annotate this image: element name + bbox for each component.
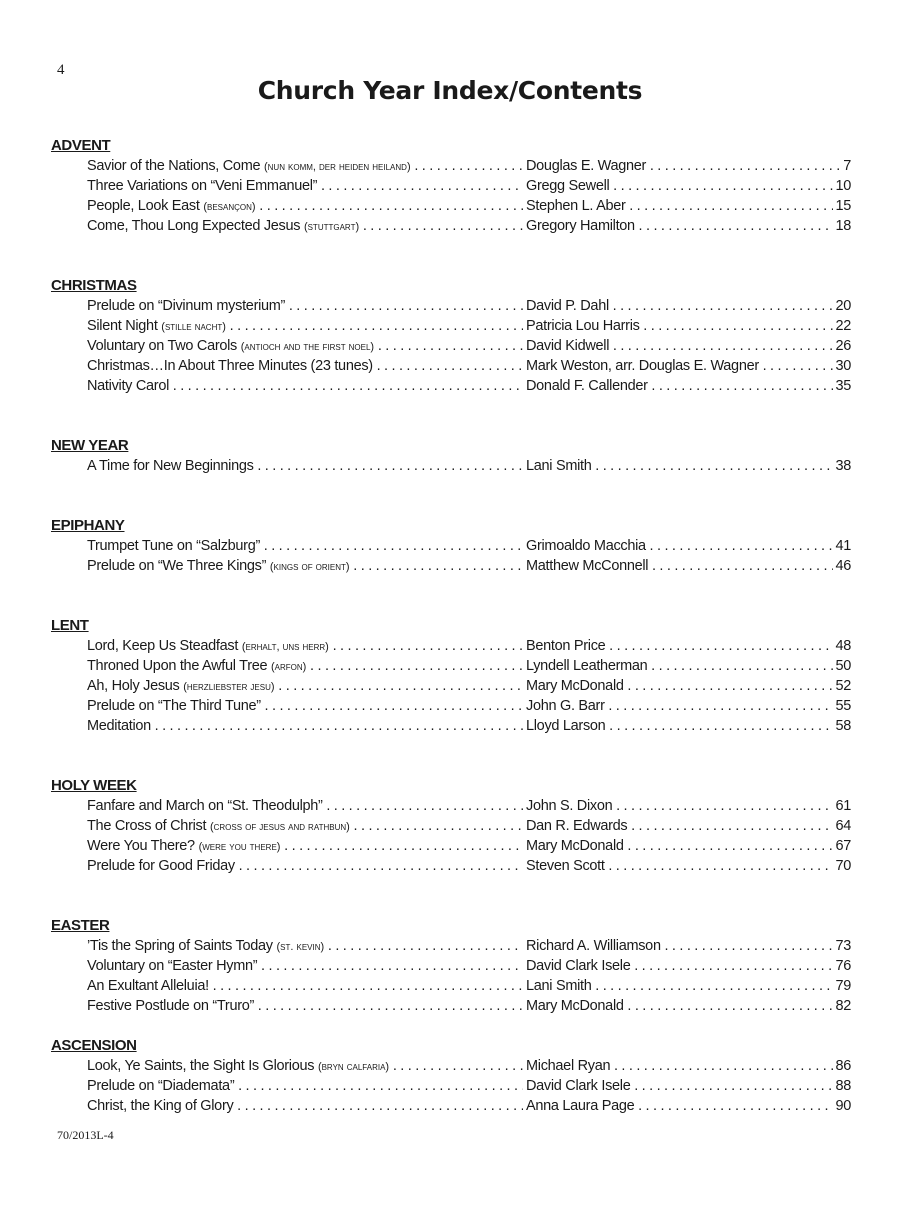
entry-composer: Mark Weston, arr. Douglas E. Wagner — [526, 358, 759, 374]
entry-composer: Grimoaldo Macchia — [526, 538, 646, 554]
toc-entry[interactable] — [51, 676, 851, 696]
page-number: 4 — [57, 62, 65, 78]
tune-name: (herzliebster jesu) — [183, 681, 275, 693]
entry-composer: Richard A. Williamson — [526, 938, 661, 954]
toc-entry[interactable] — [51, 156, 851, 176]
entry-title: Prelude on “Diademata” — [87, 1078, 235, 1094]
entry-page: 88 — [835, 1078, 851, 1094]
section-holy-week — [51, 776, 851, 876]
entry-composer: Lyndell Leatherman — [526, 658, 648, 674]
tune-name: (stille nacht) — [161, 321, 226, 333]
toc-entry[interactable] — [51, 956, 851, 976]
toc-entry[interactable] — [51, 636, 851, 656]
entry-composer: Michael Ryan — [526, 1058, 611, 1074]
entry-title: Meditation — [87, 718, 151, 734]
toc-entry[interactable] — [51, 196, 851, 216]
tune-name: (were you there) — [198, 841, 281, 853]
entry-page: 70 — [835, 858, 851, 874]
section-lent — [51, 616, 851, 736]
page-title: Church Year Index/Contents — [257, 76, 643, 105]
entry-composer: Gregory Hamilton — [526, 218, 635, 234]
toc-entry[interactable] — [51, 1056, 851, 1076]
toc-entry[interactable] — [51, 536, 851, 556]
entry-title: Prelude on “The Third Tune” — [87, 698, 261, 714]
toc-entry[interactable] — [51, 976, 851, 996]
entry-page: 20 — [835, 298, 851, 314]
toc-entry[interactable] — [51, 316, 851, 336]
entry-composer: Douglas E. Wagner — [526, 158, 647, 174]
toc-entry[interactable] — [51, 716, 851, 736]
entry-page: 76 — [835, 958, 851, 974]
tune-name: (kings of orient) — [269, 561, 350, 573]
entry-title: Prelude for Good Friday — [87, 858, 235, 874]
entry-composer: John G. Barr — [526, 698, 605, 714]
entry-composer: Mary McDonald — [526, 678, 624, 694]
entry-title: Silent Night — [87, 318, 158, 334]
entry-title: A Time for New Beginnings — [87, 458, 254, 474]
tune-name: (bryn calfaria) — [317, 1061, 390, 1073]
toc-entry[interactable] — [51, 1096, 851, 1116]
toc-entry[interactable] — [51, 356, 851, 376]
entry-composer: Steven Scott — [526, 858, 605, 874]
entry-page: 26 — [835, 338, 851, 354]
toc-entry[interactable] — [51, 296, 851, 316]
entry-title: Christmas…In About Three Minutes (23 tunes) — [87, 358, 373, 374]
entry-page: 64 — [835, 818, 851, 834]
tune-name: (stuttgart) — [303, 221, 360, 233]
entry-composer: David Clark Isele — [526, 958, 631, 974]
section-heading: EASTER — [51, 917, 110, 934]
toc-entry[interactable] — [51, 656, 851, 676]
toc-entry[interactable] — [51, 936, 851, 956]
entry-composer: Anna Laura Page — [526, 1098, 635, 1114]
entry-title: Trumpet Tune on “Salzburg” — [87, 538, 260, 554]
entry-composer: Donald F. Callender — [526, 378, 648, 394]
entry-title: Christ, the King of Glory — [87, 1098, 234, 1114]
section-epiphany — [51, 516, 851, 576]
entry-page: 52 — [835, 678, 851, 694]
entry-title: Look, Ye Saints, the Sight Is Glorious — [87, 1058, 315, 1074]
entry-composer: Lloyd Larson — [526, 718, 606, 734]
section-new-year — [51, 436, 851, 476]
section-christmas — [51, 276, 851, 396]
entry-composer: Lani Smith — [526, 978, 592, 994]
entry-page: 86 — [835, 1058, 851, 1074]
footer-code: 70/2013L-4 — [57, 1128, 114, 1142]
entry-title: Come, Thou Long Expected Jesus — [87, 218, 301, 234]
tune-name: (erhalt, uns herr) — [241, 641, 329, 653]
tune-name: (nun komm, der heiden heiland) — [263, 161, 411, 173]
entry-page: 15 — [835, 198, 851, 214]
toc-entry[interactable] — [51, 996, 851, 1016]
toc-entry[interactable] — [51, 336, 851, 356]
tune-name: (cross of jesus and rathbun) — [209, 821, 350, 833]
entry-composer: Gregg Sewell — [526, 178, 610, 194]
entry-composer: Stephen L. Aber — [526, 198, 626, 214]
entry-composer: Lani Smith — [526, 458, 592, 474]
entry-page: 82 — [835, 998, 851, 1014]
toc-entry[interactable] — [51, 556, 851, 576]
entry-page: 73 — [835, 938, 851, 954]
toc-entry[interactable] — [51, 376, 851, 396]
entry-composer: David Clark Isele — [526, 1078, 631, 1094]
entry-page: 90 — [835, 1098, 851, 1114]
entry-composer: Mary McDonald — [526, 998, 624, 1014]
entry-title: Three Variations on “Veni Emmanuel” — [87, 178, 318, 194]
entry-title: The Cross of Christ — [87, 818, 207, 834]
tune-name: (arfon) — [271, 661, 307, 673]
entry-page: 58 — [835, 718, 851, 734]
entry-composer: Patricia Lou Harris — [526, 318, 640, 334]
section-heading: ASCENSION — [51, 1037, 137, 1054]
toc-entry[interactable] — [51, 796, 851, 816]
entry-title: Voluntary on “Easter Hymn” — [87, 958, 258, 974]
entry-page: 50 — [835, 658, 851, 674]
entry-title: Lord, Keep Us Steadfast — [87, 638, 239, 654]
entry-composer: Dan R. Edwards — [526, 818, 628, 834]
entry-title: Fanfare and March on “St. Theodulph” — [87, 798, 323, 814]
entry-page: 30 — [835, 358, 851, 374]
entry-title: Ah, Holy Jesus — [87, 678, 180, 694]
entry-title: Savior of the Nations, Come — [87, 158, 261, 174]
section-heading: NEW YEAR — [51, 437, 129, 454]
section-heading: LENT — [51, 617, 89, 634]
entry-title: Festive Postlude on “Truro” — [87, 998, 255, 1014]
tune-name: (antioch and the first noel) — [240, 341, 375, 353]
entry-page: 79 — [835, 978, 851, 994]
toc-entry[interactable] — [51, 696, 851, 716]
entry-page: 7 — [843, 158, 851, 174]
entry-composer: Benton Price — [526, 638, 606, 654]
section-advent — [51, 136, 851, 236]
entry-page: 55 — [835, 698, 851, 714]
entry-page: 10 — [835, 178, 851, 194]
section-easter — [51, 916, 851, 1016]
entry-composer: David P. Dahl — [526, 298, 609, 314]
toc-entry[interactable] — [51, 1076, 851, 1096]
tune-name: (besançon) — [203, 201, 256, 213]
section-heading: HOLY WEEK — [51, 777, 137, 794]
toc-entry[interactable] — [51, 216, 851, 236]
entry-page: 18 — [835, 218, 851, 234]
toc-entry[interactable] — [51, 816, 851, 836]
entry-page: 46 — [835, 558, 851, 574]
section-heading: EPIPHANY — [51, 517, 125, 534]
section-heading: ADVENT — [51, 137, 111, 154]
section-ascension — [51, 1036, 851, 1116]
entry-page: 22 — [835, 318, 851, 334]
toc-entry[interactable] — [51, 856, 851, 876]
entry-composer: Mary McDonald — [526, 838, 624, 854]
entry-page: 38 — [835, 458, 851, 474]
entry-title: Voluntary on Two Carols — [87, 338, 238, 354]
section-heading: CHRISTMAS — [51, 277, 137, 294]
entry-composer: Matthew McConnell — [526, 558, 649, 574]
entry-composer: David Kidwell — [526, 338, 610, 354]
toc-entry[interactable] — [51, 176, 851, 196]
entry-page: 67 — [835, 838, 851, 854]
entry-page: 48 — [835, 638, 851, 654]
entry-page: 41 — [835, 538, 851, 554]
tune-name: (st. kevin) — [276, 941, 325, 953]
entry-title: Were You There? — [87, 838, 195, 854]
entry-title: Prelude on “We Three Kings” — [87, 558, 267, 574]
entry-title: Nativity Carol — [87, 378, 170, 394]
toc-entry[interactable] — [51, 836, 851, 856]
entry-title: ’Tis the Spring of Saints Today — [87, 938, 273, 954]
entry-title: An Exultant Alleluia! — [87, 978, 209, 994]
entry-composer: John S. Dixon — [526, 798, 613, 814]
entry-page: 61 — [835, 798, 851, 814]
entry-title: People, Look East — [87, 198, 200, 214]
entry-page: 35 — [835, 378, 851, 394]
toc-entry[interactable] — [51, 456, 851, 476]
entry-title: Throned Upon the Awful Tree — [87, 658, 268, 674]
entry-title: Prelude on “Divinum mysterium” — [87, 298, 286, 314]
